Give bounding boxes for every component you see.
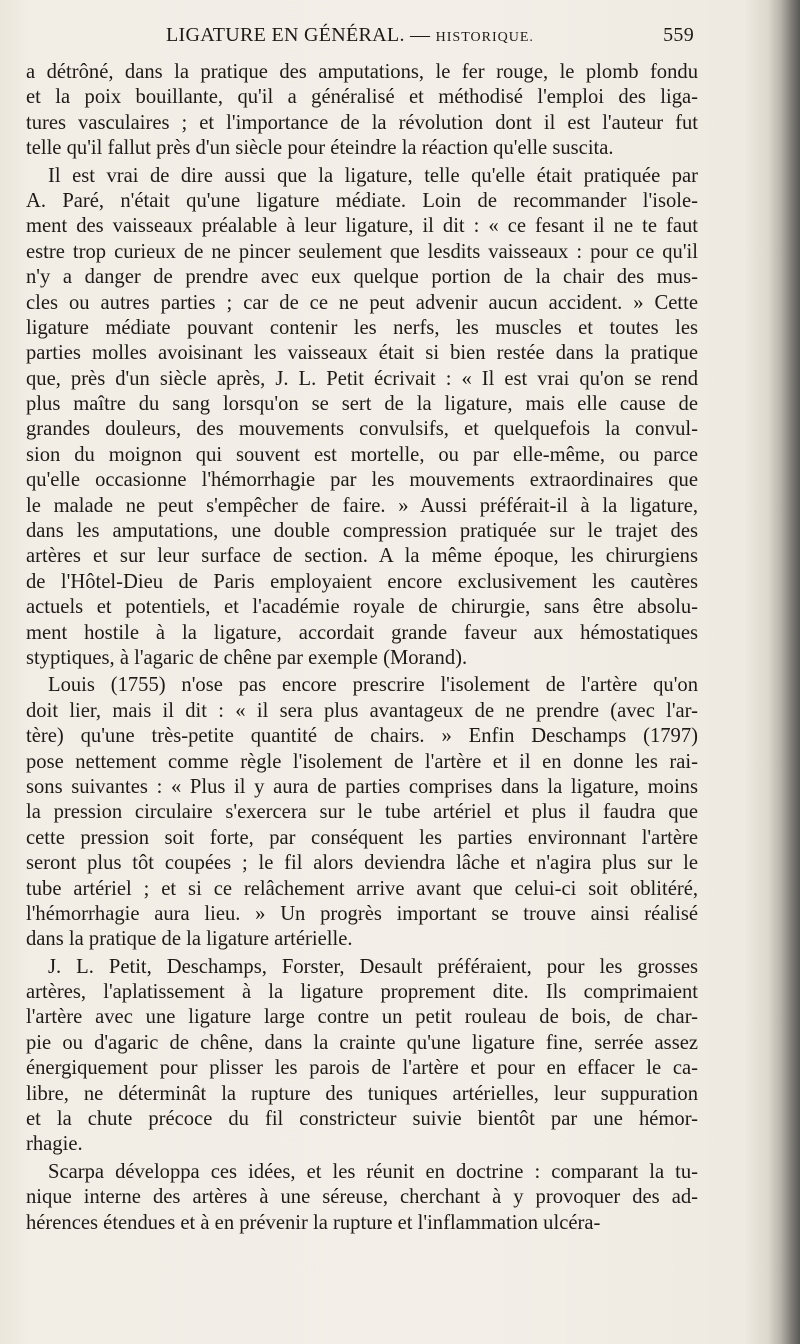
text-line: tère) qu'une très-petite quantité de chairs. » Enfin Deschamps (1797) [26,725,698,748]
paragraph [26,1160,698,1236]
text-line: n'y a danger de prendre avec eux quelque portion de la chair des mus- [26,266,698,289]
text-line: grandes douleurs, des mouvements convulsifs, et quelquefois la convul- [26,418,698,441]
text-line: pose nettement comme règle l'isolement de l'artère et il en donne les rai- [26,750,698,773]
text-line: ment des vaisseaux préalable à leur ligature, il dit : « ce fesant il ne te faut [26,215,698,238]
text-line: Scarpa développa ces idées, et les réunit en doctrine : comparant la tu- [48,1160,698,1183]
running-header [26,22,698,52]
text-line: la pression circulaire s'exercera sur le tube artériel et plus il faudra que [26,801,698,824]
text-line: a détrôné, dans la pratique des amputations, le fer rouge, le plomb fondu [26,61,698,83]
paragraph [26,955,698,1158]
text-line: l'hémorrhagie aura lieu. » Un progrès important se trouve ainsi réalisé [26,902,698,925]
text-line: A. Paré, n'était qu'une ligature médiate. Loin de recommander l'isole- [26,189,698,212]
paragraph [26,60,698,162]
text-line: doit lier, mais il dit : « il sera plus avantageux de ne prendre (avec l'ar- [26,699,698,722]
text-line: J. L. Petit, Deschamps, Forster, Desault préféraient, pour les grosses [48,955,698,978]
text-line: libre, ne déterminât la rupture des tuniques artérielles, leur suppuration [26,1082,698,1105]
text-line: parties molles avoisinant les vaisseaux était si bien restée dans la pratique [26,342,698,365]
text-line: sion du moignon qui souvent est mortelle, ou par elle-même, ou parce [26,443,698,466]
text-line: styptiques, à l'agaric de chêne par exemple (Morand). [26,646,468,669]
text-line: l'artère avec une ligature large contre un petit rouleau de bois, de char- [26,1006,698,1029]
text-line: nique interne des artères à une séreuse, cherchant à y provoquer des ad- [26,1186,698,1209]
text-line: plus maître du sang lorsqu'on se sert de la ligature, mais elle cause de [26,393,698,416]
text-line: cette pression soit forte, par conséquent les parties environnant l'artère [26,826,698,849]
text-line: rhagie. [26,1133,83,1156]
text-line: dans les amputations, une double compression pratiquée sur le trajet des [26,520,698,543]
paragraph [26,673,698,952]
header-title: LIGATURE EN GÉNÉRAL. — [166,24,436,46]
text-line: artères et sur leur surface de section. A la même époque, les chirurgiens [26,545,698,568]
page-number: 559 [663,24,694,46]
text-line: de l'Hôtel-Dieu de Paris employaient encore exclusivement les cautères [26,570,698,593]
text-line: Louis (1755) n'ose pas encore prescrire l'isolement de l'artère qu'on [48,674,698,697]
header-section: HISTORIQUE. [435,30,534,45]
text-line: telle qu'il fallut près d'un siècle pour éteindre la réaction qu'elle suscita. [26,137,614,160]
text-line: ment hostile à la ligature, accordait grande faveur aux hémostatiques [26,621,698,644]
text-line: artères, l'aplatissement à la ligature proprement dite. Ils comprimaient [26,981,698,1004]
text-line: énergiquement pour plisser les parois de l'artère et pour en effacer le ca- [26,1057,698,1080]
text-line: et la chute précoce du fil constricteur suivie bientôt par une hémor- [26,1108,698,1131]
text-line: le malade ne peut s'empêcher de faire. » Aussi préférait-il à la ligature, [26,494,698,517]
text-line: estre trop curieux de ne pincer seulement que lesdits vaisseaux : pour ce qu'il [26,240,698,263]
text-line: cles ou autres parties ; car de ce ne peut advenir aucun accident. » Cette [26,291,698,314]
text-line: que, près d'un siècle après, J. L. Petit écrivait : « Il est vrai qu'on se rend [26,367,698,390]
text-line: qu'elle occasionne l'hémorrhagie par les mouvements extraordinaires que [26,469,698,492]
text-line: sons suivantes : « Plus il y aura de parties comprises dans la ligature, moins [26,775,698,798]
body-text [26,60,698,1238]
text-line: tube artériel ; et si ce relâchement arrive avant que celui-ci soit oblitéré, [26,877,698,900]
text-line: tures vasculaires ; et l'importance de la révolution dont il est l'auteur fut [26,111,698,134]
text-line: pie ou d'agaric de chêne, dans la crainte qu'une ligature fine, serrée assez [26,1031,698,1054]
text-line: hérences étendues et à en prévenir la rupture et l'inflammation ulcéra- [26,1211,601,1234]
text-line: dans la pratique de la ligature artérielle. [26,928,353,951]
running-title [166,24,534,47]
text-line: seront plus tôt coupées ; le fil alors deviendra lâche et n'agira plus sur le [26,852,698,875]
text-line: Il est vrai de dire aussi que la ligature, telle qu'elle était pratiquée par [48,164,698,187]
text-line: ligature médiate pouvant contenir les nerfs, les muscles et toutes les [26,316,698,339]
text-line: et la poix bouillante, qu'il a généralisé et méthodisé l'emploi des liga- [26,86,698,109]
text-line: actuels et potentiels, et l'académie royale de chirurgie, sans être absolu- [26,596,698,619]
paragraph [26,164,698,672]
